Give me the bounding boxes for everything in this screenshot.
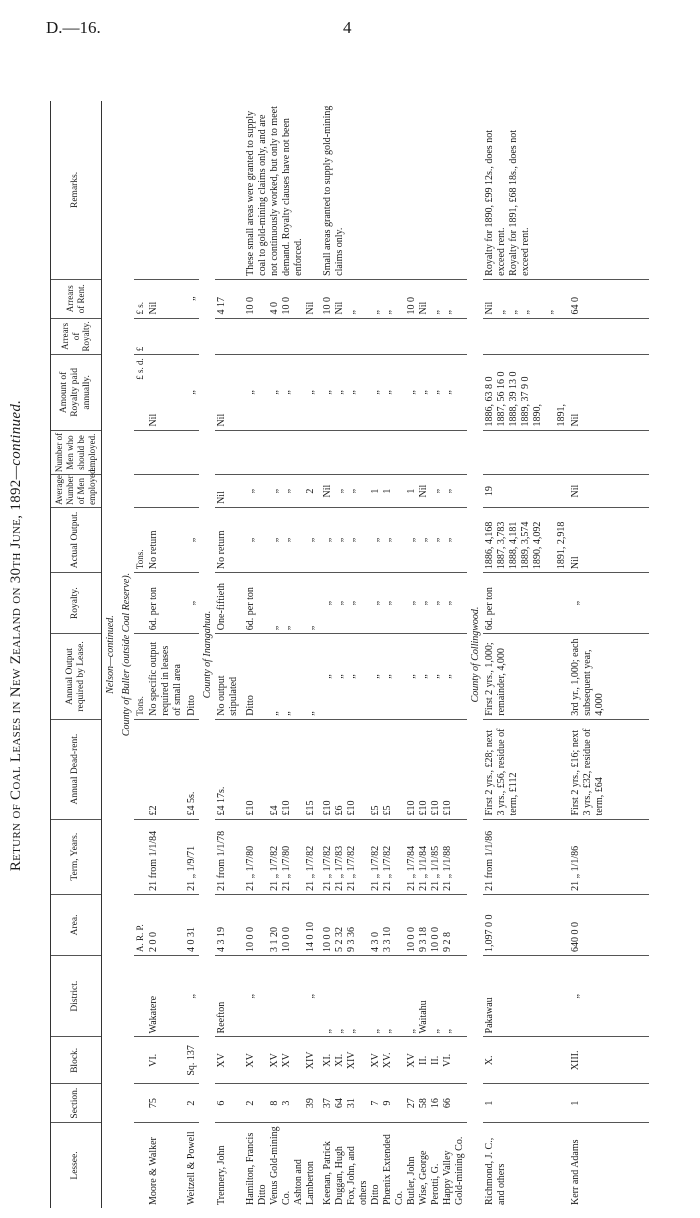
dead-rent-cell: £2 (147, 719, 185, 819)
area-unit: A. R. P. (134, 894, 147, 955)
remarks-cell (569, 101, 607, 279)
arrears-royalty-cell (318, 318, 467, 355)
men-should-cell (241, 430, 318, 475)
page-title (8, 53, 25, 1218)
royalty-cell: 6d. per ton (483, 573, 569, 634)
term-cell: 21 „ 1/1/86 (569, 819, 607, 894)
avg-men-cell (147, 475, 185, 508)
table-bottom-spacer (607, 101, 649, 1208)
royalty-cell: „ (569, 573, 607, 634)
royalty-paid-cell: Nil (215, 355, 241, 430)
avg-men-cell (185, 475, 199, 508)
actual-output-cell: No return (215, 507, 241, 572)
table-row-group (318, 101, 467, 1208)
avg-men-cell: Nil (215, 475, 241, 508)
men-should-cell (569, 430, 607, 475)
royalty-cell: „ (185, 573, 199, 634)
lessee-cell: Hamilton, Francis Ditto Venus Gold-mining Co. Ashton and Lamberton (244, 1126, 316, 1205)
arrears-royalty-cell (185, 318, 199, 355)
col-output-required: Annual Output required by Lease. (51, 634, 102, 720)
arrears-rent-cell: 4 17 (215, 279, 241, 318)
avg-men-cell: „ „ „ 2 (241, 475, 318, 508)
county-inangahua: County of Inangahua. (201, 610, 213, 699)
royalty-paid-cell: Nil (569, 355, 607, 430)
page-number: 4 (343, 18, 352, 37)
table-row (569, 101, 607, 1208)
col-arrears-rent: Arrears of Rent. (51, 279, 102, 318)
royalty-paid-cell: 1886, 63 8 0 1887, 56 16 0 1888, 39 13 0 1889, 37 9 0 1890, 1891, (483, 355, 569, 430)
royalty-cell: „ „ „ „ „ „ „ „ „ (318, 573, 467, 634)
remarks-cell (185, 101, 199, 279)
lessee-cell: Keenan, Patrick Duggan, Hugh Fox, John, and others Ditto Phœnix Extended Co. Butler, John Wise, George Perotti, G. Happy Valley Gold-mining Co. (321, 1134, 465, 1205)
district-cell: Wakatere (147, 955, 185, 1036)
remarks-cell (215, 101, 241, 279)
men-should-cell (318, 430, 467, 475)
col-royalty: Royalty. (51, 573, 102, 634)
term-cell: 21 „ 1/7/80 21 „ 1/7/82 21 „ 1/7/80 21 „ 1/7/82 (241, 819, 318, 894)
lessee-cell: Richmond, J. C., and others (483, 1137, 507, 1205)
col-section: Section. (51, 1084, 102, 1123)
district-cell: Reefton (215, 955, 241, 1036)
arrears-rent-cell: 10 0 Nil „ „ „ 10 0 Nil „ „ (318, 279, 467, 318)
block-cell: XV XV XV XIV (241, 1037, 318, 1084)
county-buller: County of Buller (outside Coal Reserve). (121, 572, 132, 737)
col-men-should: Number of Men who should be employed. (51, 430, 102, 475)
output-req-cell: 3rd yr., 1,000; each subsequent year, 4,000 (569, 634, 607, 720)
output-req-cell: Ditto „ „ „ (241, 634, 318, 720)
output-req-cell: No specific output required in leases of small area (147, 634, 185, 720)
actual-output-cell: 1886, 4,168 1887, 3,783 1888, 4,181 1889, 3,574 1890, 4,092 1891, 2,918 (483, 507, 569, 572)
block-cell: VI. (147, 1037, 185, 1084)
block-cell: X. (483, 1037, 569, 1084)
avg-men-cell: Nil (569, 475, 607, 508)
royalty-cell: One-fiftieth (215, 573, 241, 634)
royalty-paid-cell: „ (185, 355, 199, 430)
area-cell: 4 3 19 (215, 894, 241, 955)
units-row (134, 101, 147, 1208)
output-req-cell: First 2 yrs., 1,000; remainder, 4,000 (483, 634, 569, 720)
dead-rent-cell: £4 5s. (185, 719, 199, 819)
section-cell: 6 (215, 1084, 241, 1123)
county-label-row (118, 101, 134, 1208)
men-should-cell (185, 430, 199, 475)
section-cell: 2 8 3 39 (241, 1084, 318, 1123)
col-avg-men: Average Number of Men employed. (51, 475, 102, 508)
area-cell: 10 0 0 5 2 32 9 3 36 4 3 0 3 3 10 10 0 0 9 3 18 10 0 0 9 2 8 (318, 894, 467, 955)
remarks-cell: Royalty for 1890, £99 12s., does not exceed rent. Royalty for 1891, £68 18s., does not exceed rent. (483, 101, 569, 279)
district-cell: „ (569, 955, 607, 1036)
district-cell: Pakawau (483, 955, 569, 1036)
col-actual-output: Actual Output. (51, 507, 102, 572)
arrears-royalty-cell (215, 318, 241, 355)
col-lessee: Lessee. (51, 1122, 102, 1208)
block-cell: Sq. 137 (185, 1037, 199, 1084)
actual-output-cell: „ (185, 507, 199, 572)
col-remarks: Remarks. (51, 101, 102, 279)
county-collingwood: County of Collingwood. (469, 606, 481, 703)
money-unit: £ s. d. (134, 355, 147, 430)
arrears-rent-cell: Nil „ „ „ „ (483, 279, 569, 318)
output-req-cell: Ditto (185, 634, 199, 720)
col-arrears-royalty: Arrears of Royalty. (51, 318, 102, 355)
coal-leases-table (50, 101, 649, 1208)
remarks-cell: These small areas were granted to supply coal to gold-mining claims only, and are not continuously worked, but only to meet demand. Royalty clauses have not been enforced. (241, 101, 318, 279)
block-cell: XI. XI. XIV XV XV. XV II. II. VI. (318, 1037, 467, 1084)
section-cell: 1 (569, 1084, 607, 1123)
col-dead-rent: Annual Dead-rent. (51, 719, 102, 819)
table-row (147, 101, 185, 1208)
table-row-group (241, 101, 318, 1208)
remarks-cell (147, 101, 185, 279)
table-row (215, 101, 241, 1208)
royalty-pound-unit: £ (134, 318, 147, 355)
lessee-cell: Moore & Walker (147, 1137, 159, 1205)
tons-unit: Tons. (134, 634, 147, 720)
area-cell: 4 0 31 (185, 894, 199, 955)
header-row (51, 101, 102, 1208)
col-district: District. (51, 955, 102, 1036)
rent-unit: £ s. (134, 279, 147, 318)
area-cell: 2 0 0 (147, 894, 185, 955)
men-should-cell (215, 430, 241, 475)
county-label-row (199, 101, 215, 1208)
term-cell: 21 „ 1/7/82 21 „ 1/7/83 21 „ 1/7/82 21 „ 1/7/82 21 „ 1/7/82 21 „ 1/7/84 21 „ 1/1/84 21 „ 1/1/85 21 „ 1/1/88 (318, 819, 467, 894)
block-cell: XV (215, 1037, 241, 1084)
title-suffix: —continued. (8, 399, 24, 480)
col-royalty-paid: Amount of Royalty paid annually. (51, 355, 102, 430)
lessee-cell: Kerr and Adams (569, 1139, 581, 1205)
actual-output-cell: Nil (569, 507, 607, 572)
dead-rent-cell: First 2 yrs., £16; next 3 yrs., £32, residue of term, £64 (569, 719, 607, 819)
county-label-row (467, 101, 483, 1208)
dead-rent-cell: First 2 yrs., £28; next 3 yrs., £56, residue of term, £112 (483, 719, 569, 819)
royalty-paid-cell: „ „ „ „ (241, 355, 318, 430)
district-cell: „ „ „ „ „ „ Waitahu „ „ (318, 955, 467, 1036)
section-cell: 37 64 31 7 9 27 58 16 66 (318, 1084, 467, 1123)
region-label-row (102, 101, 119, 1208)
title-main: Return of Coal Leases in New Zealand on 30th June, 1892 (8, 479, 24, 872)
term-cell: 21 from 1/1/78 (215, 819, 241, 894)
royalty-paid-cell: „ „ „ „ „ „ „ „ „ (318, 355, 467, 430)
dead-rent-cell: £10 £4 £10 £15 (241, 719, 318, 819)
table-row (483, 101, 569, 1208)
region-nelson: Nelson—continued. (105, 615, 116, 694)
district-cell: „ (185, 955, 199, 1036)
royalty-cell: 6d. per ton „ „ „ (241, 573, 318, 634)
lessee-cell: Weitzell & Powell (185, 1131, 197, 1205)
term-cell: 21 „ 1/9/71 (185, 819, 199, 894)
arrears-royalty-cell (241, 318, 318, 355)
arrears-rent-cell: 10 0 4 0 10 0 Nil (241, 279, 318, 318)
col-term: Term, Years. (51, 819, 102, 894)
remarks-cell: Small areas granted to supply gold-mining claims only. (318, 101, 467, 279)
table-row (185, 101, 199, 1208)
output-req-cell: „ „ „ „ „ „ „ „ „ (318, 634, 467, 720)
term-cell: 21 from 1/1/84 (147, 819, 185, 894)
term-cell: 21 from 1/1/86 (483, 819, 569, 894)
section-cell: 1 (483, 1084, 569, 1123)
report-id: D.—16. (46, 18, 101, 37)
block-cell: XIII. (569, 1037, 607, 1084)
district-cell: „ „ (241, 955, 318, 1036)
royalty-paid-cell: Nil (147, 355, 185, 430)
dead-rent-cell: £4 17s. (215, 719, 241, 819)
avg-men-cell: 19 (483, 475, 569, 508)
col-area: Area. (51, 894, 102, 955)
arrears-rent-cell: Nil (147, 279, 185, 318)
men-should-cell (147, 430, 185, 475)
arrears-royalty-cell (147, 318, 185, 355)
dead-rent-cell: £10 £6 £10 £5 £5 £10 £10 £10 £10 (318, 719, 467, 819)
royalty-cell: 6d. per ton (147, 573, 185, 634)
actual-output-cell: „ „ „ „ „ „ „ „ „ (318, 507, 467, 572)
section-cell: 75 (147, 1084, 185, 1123)
arrears-royalty-cell (569, 318, 607, 355)
arrears-rent-cell: „ (185, 279, 199, 318)
lessee-cell: Trennery, John (215, 1145, 227, 1205)
area-cell: 640 0 0 (569, 894, 607, 955)
arrears-rent-cell: 64 0 (569, 279, 607, 318)
output-req-cell: No output stipulated (215, 634, 241, 720)
area-cell: 10 0 0 3 1 20 10 0 0 14 0 10 (241, 894, 318, 955)
arrears-royalty-cell (483, 318, 569, 355)
col-block: Block. (51, 1037, 102, 1084)
tons-unit-actual: Tons. (134, 507, 147, 572)
actual-output-cell: No return (147, 507, 185, 572)
avg-men-cell: Nil „ „ 1 1 1 Nil „ „ (318, 475, 467, 508)
rotated-page (0, 53, 640, 1218)
actual-output-cell: „ „ „ „ (241, 507, 318, 572)
area-cell: 1,097 0 0 (483, 894, 569, 955)
men-should-cell (483, 430, 569, 475)
section-cell: 2 (185, 1084, 199, 1123)
